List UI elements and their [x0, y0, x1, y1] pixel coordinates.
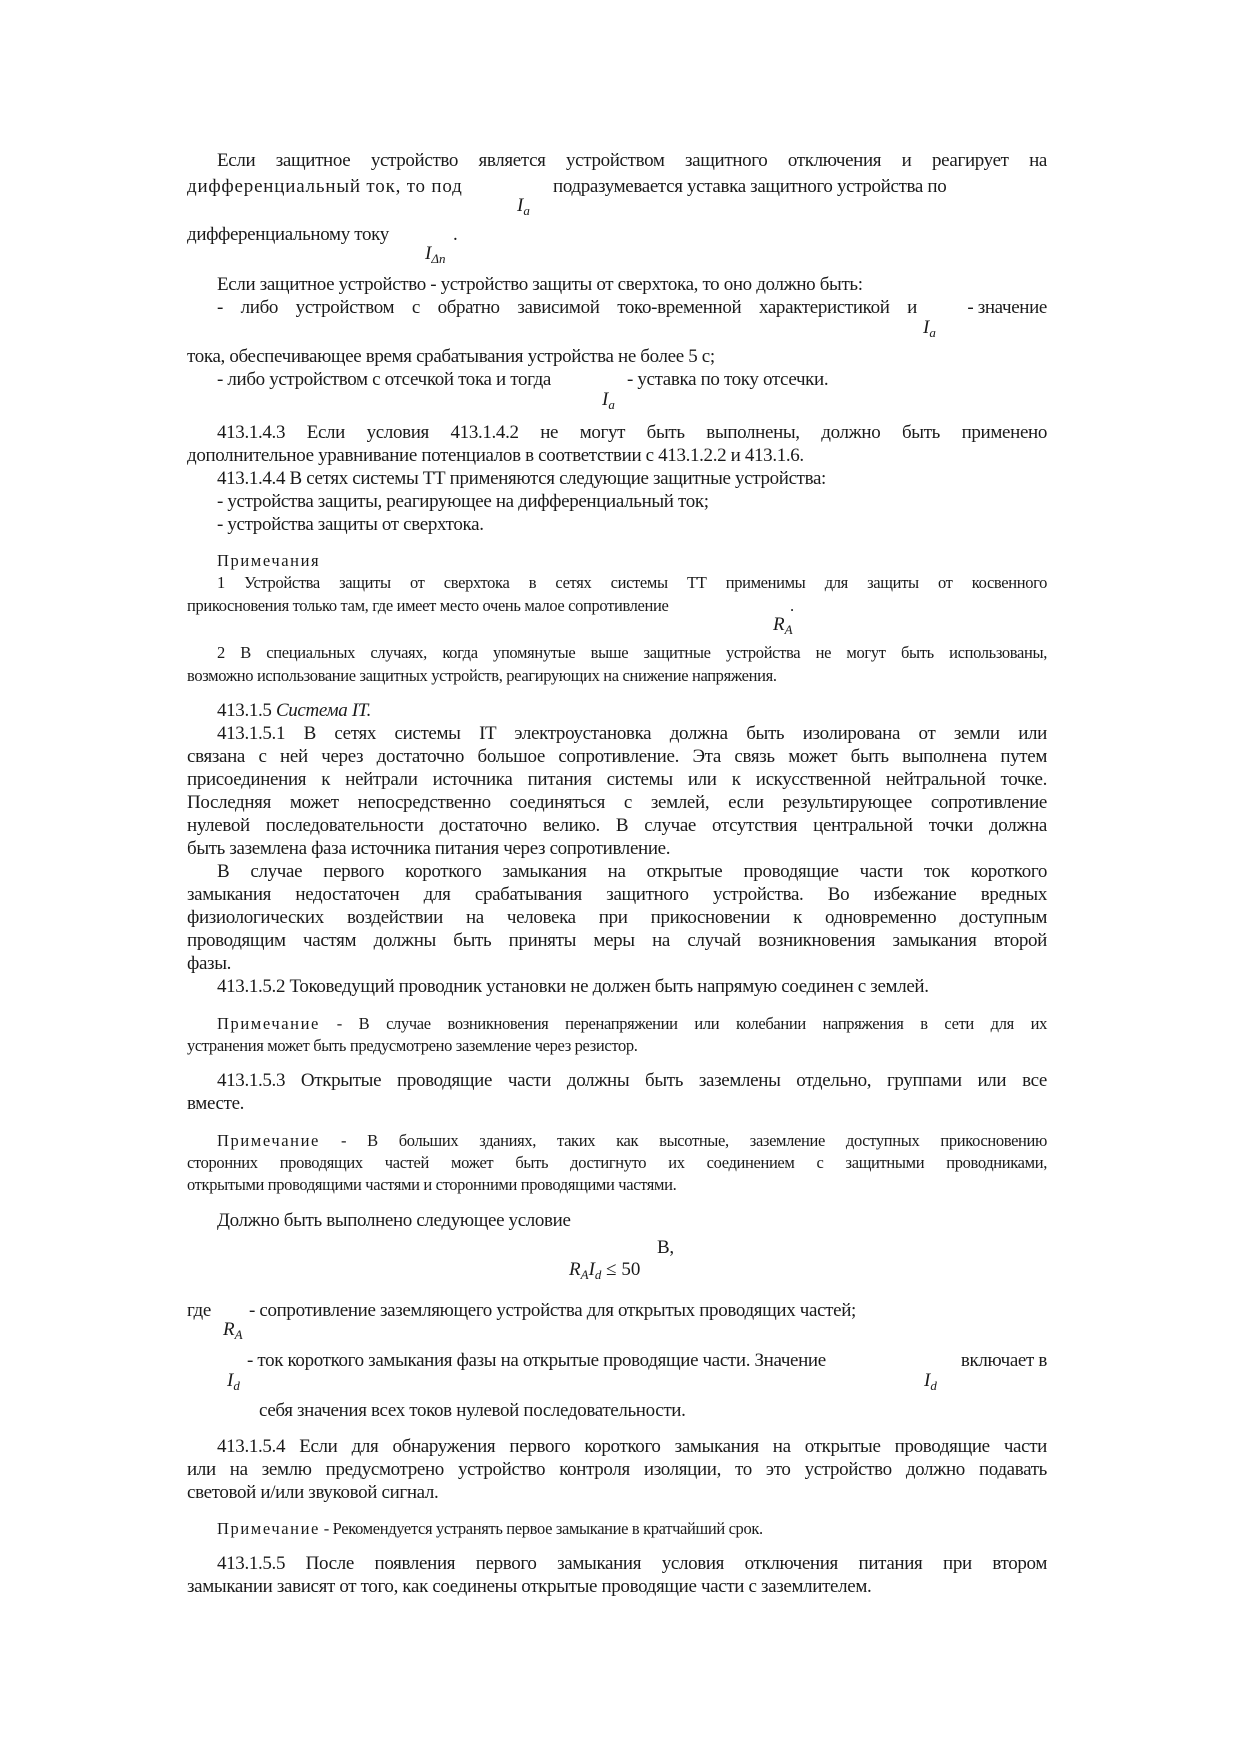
text-line [187, 595, 1047, 617]
text-fragment: - значение [967, 297, 1047, 318]
text-line [187, 176, 1047, 198]
formula-unit: В, [657, 1237, 674, 1258]
text-line: замыкании зависят от того, как соединены открытые проводящие части с заземлителем. [187, 1576, 872, 1597]
text-fragment: - В больших зданиях, таких как высотные, заземление доступных прикосновению [319, 1131, 1047, 1150]
text-line: 413.1.4.4 В сетях системы ТТ применяются следующие защитные устройства: [217, 468, 826, 489]
text-fragment: - либо устройством с отсечкой тока и тогда [217, 369, 551, 390]
text-line: Должно быть выполнено следующее условие [217, 1210, 571, 1231]
text-fragment: . [790, 596, 794, 615]
text-line: Если защитное устройство - устройство защиты от сверхтока, то оно должно быть: [217, 274, 863, 295]
text-line [187, 369, 1047, 391]
text-line: проводящим частям должны быть приняты меры на случай возникновения замыкания второй [187, 930, 1047, 951]
text-line: Последняя может непосредственно соединяться с землей, если результирующее сопротивление [187, 792, 1047, 813]
math-symbol-Ia: $I_a$ [602, 389, 615, 412]
text-line: 2 В специальных случаях, когда упомянутые выше защитные устройства не могут быть использованы, [217, 643, 1047, 662]
text-line: себя значения всех токов нулевой последовательности. [259, 1400, 686, 1421]
note-line [187, 1130, 1047, 1152]
text-fragment: - сопротивление заземляющего устройства для открытых проводящих частей; [249, 1300, 856, 1321]
text-line: тока, обеспечивающее время срабатывания устройства не более 5 с; [187, 346, 715, 367]
text-line: 413.1.5.4 Если для обнаружения первого короткого замыкания на открытые проводящие части [217, 1436, 1047, 1457]
text-line: физиологических воздействии на человека при прикосновении к одновременно доступным [187, 907, 1047, 928]
text-line: или на землю предусмотрено устройство контроля изоляции, то это устройство должно подавать [187, 1459, 1047, 1480]
math-symbol-Id: $I_d$ [924, 1370, 937, 1393]
text-line: возможно использование защитных устройств, реагирующих на снижение напряжения. [187, 666, 777, 685]
text-line: быть заземлена фаза источника питания через сопротивление. [187, 838, 671, 859]
text-line: открытыми проводящими частями и сторонними проводящими частями. [187, 1175, 677, 1194]
text-line: 413.1.5.2 Токоведущий проводник установки не должен быть напрямую соединен с землей. [217, 976, 929, 997]
text-line: присоединения к нейтрали источника питания системы или к искусственной нейтральной точке. [187, 769, 1047, 790]
text-fragment: подразумевается уставка защитного устройства по [553, 176, 947, 197]
text-fragment: дифференциальный ток, то под [187, 176, 463, 197]
text-line: устранения может быть предусмотрено заземление через резистор. [187, 1036, 638, 1055]
math-symbol-I-delta-n: $I_{\Delta n}$ [425, 243, 446, 266]
text-line [187, 297, 1047, 319]
text-line: вместе. [187, 1093, 245, 1114]
text-line [187, 224, 1047, 246]
note-line [187, 1518, 1047, 1540]
text-fragment: включает в [960, 1350, 1047, 1371]
text-fragment: - либо устройством с обратно зависимой токо-временной характеристикой и [217, 297, 917, 318]
section-title: Система IT. [275, 700, 371, 721]
text-line: нулевой последовательности достаточно велико. В случае отсутствия центральной точки должна [187, 815, 1047, 836]
text-fragment: - уставка по току отсечки. [627, 369, 829, 390]
math-symbol-Ia: $I_a$ [517, 195, 530, 218]
text-line [187, 1300, 1047, 1322]
text-line: - устройства защиты, реагирующее на дифференциальный ток; [217, 491, 709, 512]
text-fragment: - В случае возникновения перенапряжении или колебании напряжения в сети для их [319, 1014, 1047, 1033]
text-line: 413.1.4.3 Если условия 413.1.4.2 не могут быть выполнены, должно быть применено [217, 422, 1047, 443]
note-line [187, 1013, 1047, 1035]
text-line: фазы. [187, 953, 232, 974]
text-line: 413.1.5.5 После появления первого замыкания условия отключения питания при втором [217, 1553, 1047, 1574]
math-symbol-Ia: $I_a$ [923, 317, 936, 340]
text-line: 1 Устройства защиты от сверхтока в сетях системы ТТ применимы для защиты от косвенного [217, 573, 1047, 592]
note-label: Примечание [217, 1519, 320, 1538]
text-fragment: прикосновения только там, где имеет место очень малое сопротивление [187, 596, 669, 615]
text-line: 413.1.5.1 В сетях системы IT электроустановка должна быть изолирована от земли или [217, 723, 1047, 744]
text-line: - устройства защиты от сверхтока. [217, 514, 484, 535]
text-fragment: где [187, 1300, 211, 1321]
text-fragment: . [453, 224, 458, 245]
text-line: связана с ней через достаточно большое сопротивление. Эта связь может быть выполнена путем [187, 746, 1047, 767]
notes-heading: Примечания [217, 551, 321, 570]
math-symbol-Id: $I_d$ [227, 1370, 240, 1393]
text-line: 413.1.5.3 Открытые проводящие части должны быть заземлены отдельно, группами или все [217, 1070, 1047, 1091]
note-label: Примечание [217, 1131, 320, 1150]
math-symbol-RA: $R_A$ [223, 1319, 243, 1342]
text-line: Если защитное устройство является устройством защитного отключения и реагирует на [217, 150, 1047, 171]
text-line: сторонних проводящих частей может быть достигнуто их соединением с защитными проводниками, [187, 1153, 1047, 1172]
text-line: В случае первого короткого замыкания на открытые проводящие части ток короткого [217, 861, 1047, 882]
section-number: 413.1.5 [217, 700, 276, 721]
section-heading [187, 700, 1047, 722]
math-symbol-RA: $R_A$ [773, 614, 793, 637]
text-line: световой и/или звуковой сигнал. [187, 1482, 439, 1503]
text-fragment: дифференциальному току [187, 224, 389, 245]
text-fragment: - Рекомендуется устранять первое замыкание в кратчайший срок. [319, 1519, 763, 1538]
formula: $R_AI_d \le 50$ [569, 1259, 641, 1282]
text-line: замыкания недостаточен для срабатывания защитного устройства. Во избежание вредных [187, 884, 1047, 905]
text-line: дополнительное уравнивание потенциалов в соответствии с 413.1.2.2 и 413.1.6. [187, 445, 804, 466]
note-label: Примечание [217, 1014, 320, 1033]
text-fragment: - ток короткого замыкания фазы на открытые проводящие части. Значение [247, 1350, 826, 1371]
